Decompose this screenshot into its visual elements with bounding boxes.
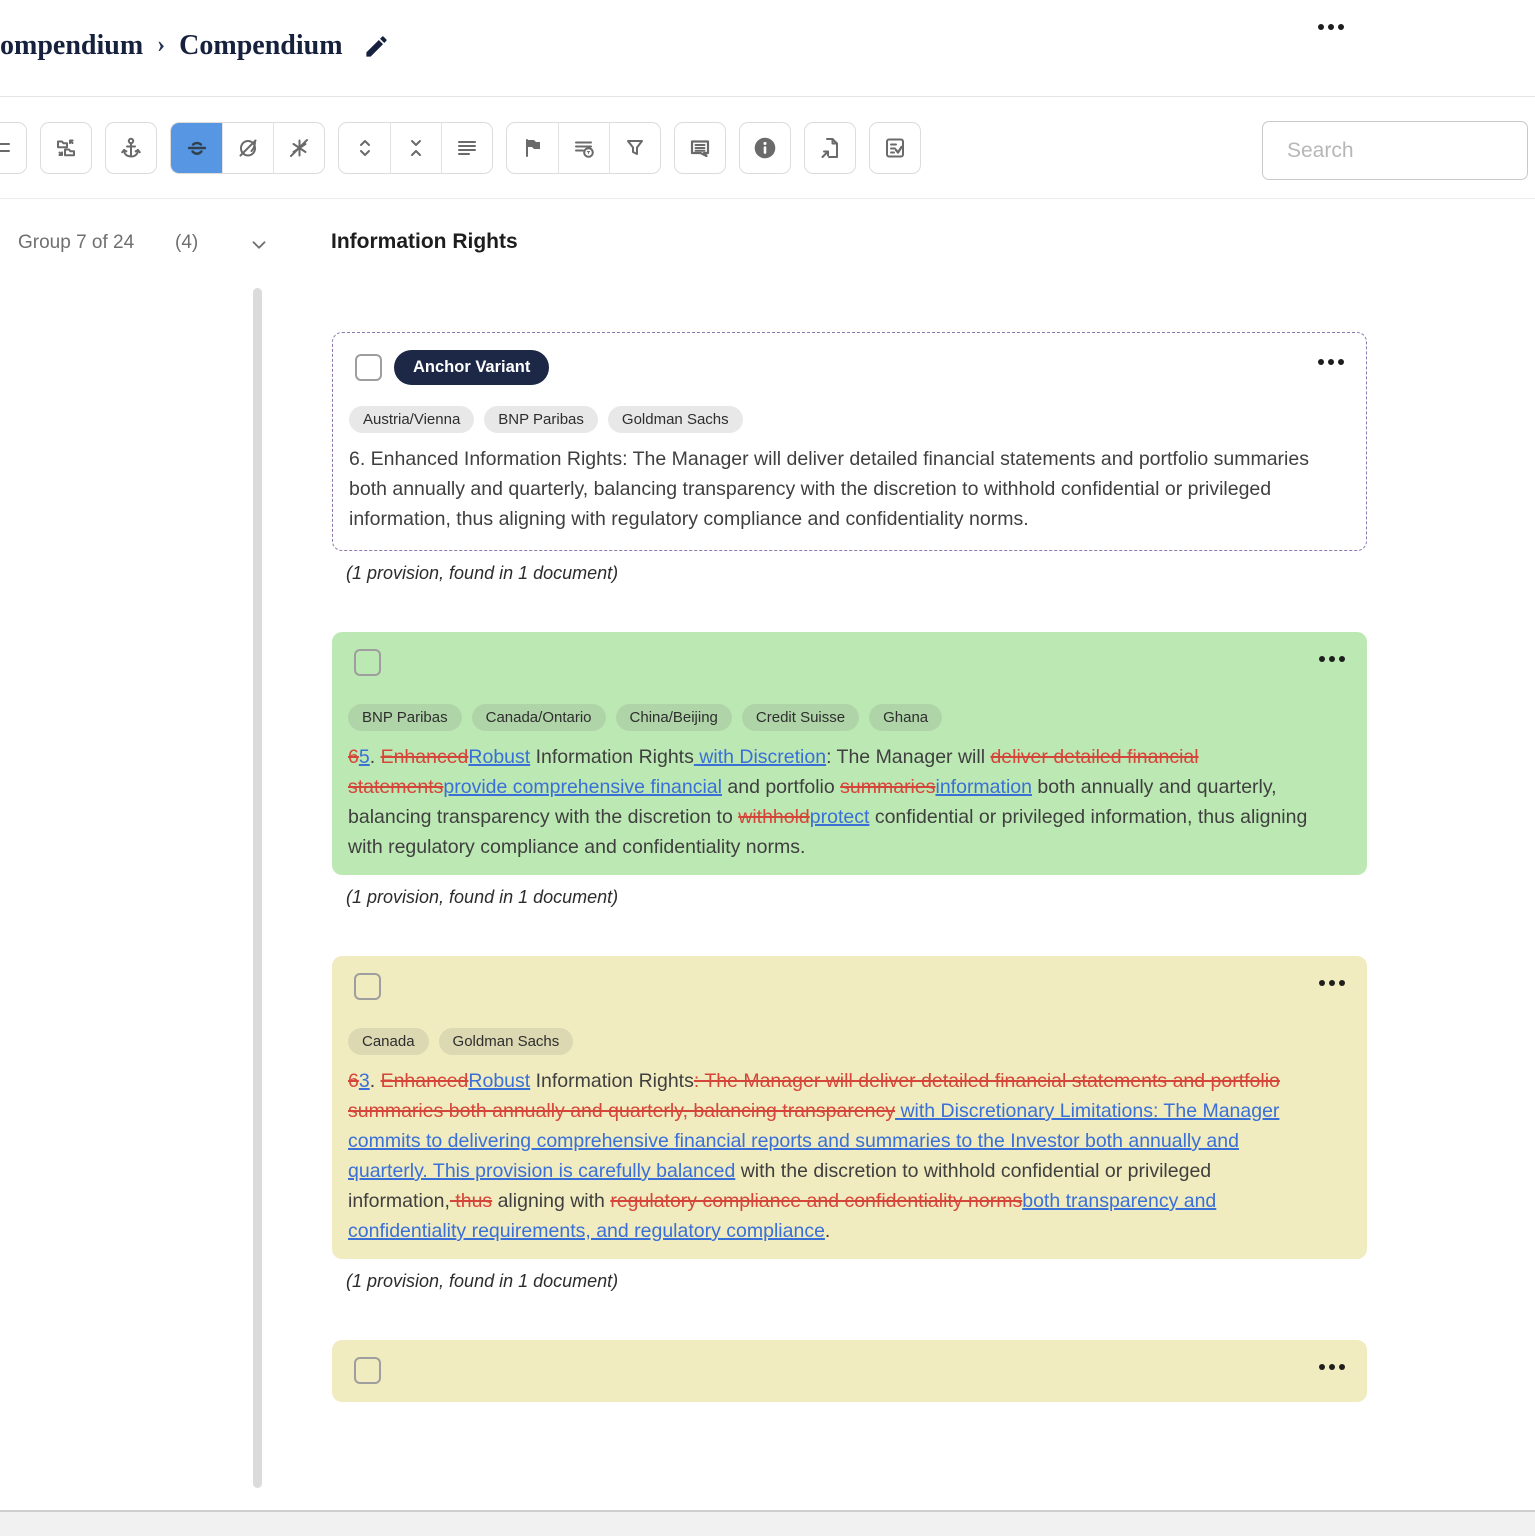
expand-all-icon	[353, 136, 377, 160]
card-more-options-button[interactable]	[1318, 359, 1344, 365]
hide-icon	[236, 136, 260, 160]
card-more-options-button[interactable]	[1319, 656, 1345, 662]
panel-bottom-edge	[0, 1510, 1535, 1536]
group-collapse-chevron[interactable]	[248, 234, 270, 261]
header-divider	[0, 96, 1535, 97]
provision-text: confidential or privileged information, thus aligning with regulatory compliance and confidentiality norms.	[348, 806, 1308, 858]
flag-button[interactable]	[507, 123, 558, 173]
filter-group	[506, 122, 661, 174]
toolbar	[0, 122, 921, 174]
tag-pill[interactable]: BNP Paribas	[348, 704, 462, 731]
info-icon	[752, 135, 778, 161]
deleted-text: Enhanced	[380, 1070, 469, 1092]
align-text-button[interactable]	[441, 123, 492, 173]
card-more-options-button[interactable]	[1319, 1364, 1345, 1370]
inserted-text: Robust	[468, 746, 531, 768]
breadcrumb-separator-icon: ›	[157, 31, 166, 58]
tag-pill[interactable]: Goldman Sachs	[608, 406, 743, 433]
tag-pill[interactable]: Ghana	[869, 704, 942, 731]
anchor-line-button[interactable]	[171, 123, 222, 173]
tag-pill[interactable]: Austria/Vienna	[349, 406, 474, 433]
anchor-button[interactable]	[105, 122, 157, 174]
sync-documents-icon	[54, 136, 78, 160]
provision-paragraph	[348, 1066, 1313, 1246]
tag-pill[interactable]: Canada/Ontario	[472, 704, 606, 731]
variant-card-yellow[interactable]	[332, 956, 1367, 1259]
provision-text: and portfolio	[721, 776, 841, 798]
anchor-line-icon	[185, 136, 209, 160]
provision-list	[332, 332, 1367, 1402]
deleted-text: 6	[348, 746, 359, 768]
provision-text: 6. Enhanced Information Rights: The Manager will deliver detailed financial statements and portfolio summaries both annually and quarterly, balancing transparency with the discretion to withhold confidential or privileged information, thus aligning with regulatory compliance and confidentiality norms.	[349, 448, 1309, 530]
sync-documents-button[interactable]	[40, 122, 92, 174]
list-button[interactable]	[0, 122, 27, 174]
go-to-document-button[interactable]	[804, 122, 856, 174]
collapse-all-button[interactable]	[390, 123, 441, 173]
toolbar-divider	[0, 198, 1535, 199]
provision-text: both annually and quarterly, balancing transparency with the discretion to	[348, 776, 1277, 828]
provision-caption: (1 provision, found in 1 document)	[346, 887, 619, 907]
edit-pencil-icon[interactable]	[363, 33, 390, 60]
provision-caption: (1 provision, found in 1 document)	[346, 1271, 619, 1291]
comment-button[interactable]	[674, 122, 726, 174]
filtered-list-button[interactable]	[558, 123, 609, 173]
tag-pill[interactable]: Canada	[348, 1028, 429, 1055]
deleted-text: regulatory compliance and confidentiality norms	[610, 1190, 1023, 1212]
expand-all-button[interactable]	[339, 123, 390, 173]
group-pagination-label: Group 7 of 24	[18, 232, 135, 253]
inserted-text: Robust	[468, 1070, 531, 1092]
deleted-text: deliver detailed financial statements	[348, 746, 1199, 798]
variant-card-yellow-partial[interactable]	[332, 1340, 1367, 1402]
search-input[interactable]	[1287, 139, 1535, 163]
search-box	[1262, 121, 1528, 180]
card-checkbox[interactable]	[354, 1357, 381, 1384]
breadcrumb-root[interactable]: ompendium	[0, 30, 144, 61]
tag-row	[348, 1028, 1347, 1055]
provision-text: with the discretion to withhold confidential or privileged information,	[348, 1160, 1212, 1212]
group-count: (4)	[175, 232, 199, 253]
provision-text: .	[369, 746, 381, 768]
tag-pill[interactable]: Credit Suisse	[742, 704, 859, 731]
deleted-text: summaries	[840, 776, 936, 798]
provision-text: : The Manager will	[826, 746, 991, 768]
tag-row	[348, 704, 1347, 731]
breadcrumb	[0, 24, 390, 68]
tag-pill[interactable]: BNP Paribas	[484, 406, 598, 433]
inserted-text: information	[935, 776, 1032, 798]
flag-icon	[521, 136, 545, 160]
anchor-variant-badge: Anchor Variant	[394, 350, 549, 385]
checklist-button[interactable]	[869, 122, 921, 174]
card-checkbox[interactable]	[355, 354, 382, 381]
list-icon	[0, 136, 13, 160]
provision-caption: (1 provision, found in 1 document)	[346, 563, 619, 583]
provision-text: .	[369, 1070, 381, 1092]
provision-text: Information Rights	[530, 1070, 694, 1092]
inserted-text: both transparency and confidentiality requirements, and regulatory compliance	[348, 1190, 1217, 1242]
no-annotations-icon	[287, 136, 311, 160]
hide-button[interactable]	[222, 123, 273, 173]
inserted-text: with Discretionary Limitations: The Manager commits to delivering comprehensive financial reports and summaries to the Investor both annually and quarterly. This provision is carefully balanced	[348, 1100, 1280, 1182]
tag-pill[interactable]: Goldman Sachs	[439, 1028, 574, 1055]
inserted-text: with Discretion	[693, 746, 827, 768]
inserted-text: 5	[358, 746, 370, 768]
page-title: Information Rights	[331, 230, 518, 253]
inserted-text: protect	[809, 806, 870, 828]
provision-paragraph	[348, 742, 1313, 862]
card-more-options-button[interactable]	[1319, 980, 1345, 986]
collapse-all-icon	[404, 136, 428, 160]
anchor-variant-card[interactable]	[332, 332, 1367, 551]
expand-collapse-group	[338, 122, 493, 174]
provision-text: .	[824, 1220, 831, 1242]
provision-paragraph	[349, 444, 1314, 534]
go-to-document-icon	[818, 136, 842, 160]
variant-card-green[interactable]	[332, 632, 1367, 875]
deleted-text: Enhanced	[380, 746, 469, 768]
anchor-view-group	[170, 122, 325, 174]
card-checkbox[interactable]	[354, 649, 381, 676]
align-text-icon	[455, 136, 479, 160]
provision-text: aligning with	[492, 1190, 611, 1212]
no-annotations-button[interactable]	[273, 123, 324, 173]
group-scroll-track[interactable]	[253, 288, 262, 1488]
deleted-text: withhold	[738, 806, 810, 828]
provision-text: Information Rights	[530, 746, 694, 768]
inserted-text: 3	[358, 1070, 370, 1092]
filtered-list-icon	[572, 136, 596, 160]
anchor-icon	[119, 136, 143, 160]
group-more-options-button[interactable]	[1318, 24, 1513, 30]
filter-button[interactable]	[609, 123, 660, 173]
info-button[interactable]	[739, 122, 791, 174]
deleted-text: 6	[348, 1070, 359, 1092]
deleted-text: : The Manager will deliver detailed financial statements and portfolio summaries both annually and quarterly, balancing transparency	[348, 1070, 1280, 1122]
tag-row	[349, 406, 1346, 433]
deleted-text: thus	[449, 1190, 493, 1212]
inserted-text: provide comprehensive financial	[443, 776, 722, 798]
card-checkbox[interactable]	[354, 973, 381, 1000]
tag-pill[interactable]: China/Beijing	[616, 704, 732, 731]
checklist-icon	[883, 136, 907, 160]
comment-icon	[688, 136, 712, 160]
filter-icon	[623, 136, 647, 160]
breadcrumb-current: Compendium	[179, 30, 343, 61]
